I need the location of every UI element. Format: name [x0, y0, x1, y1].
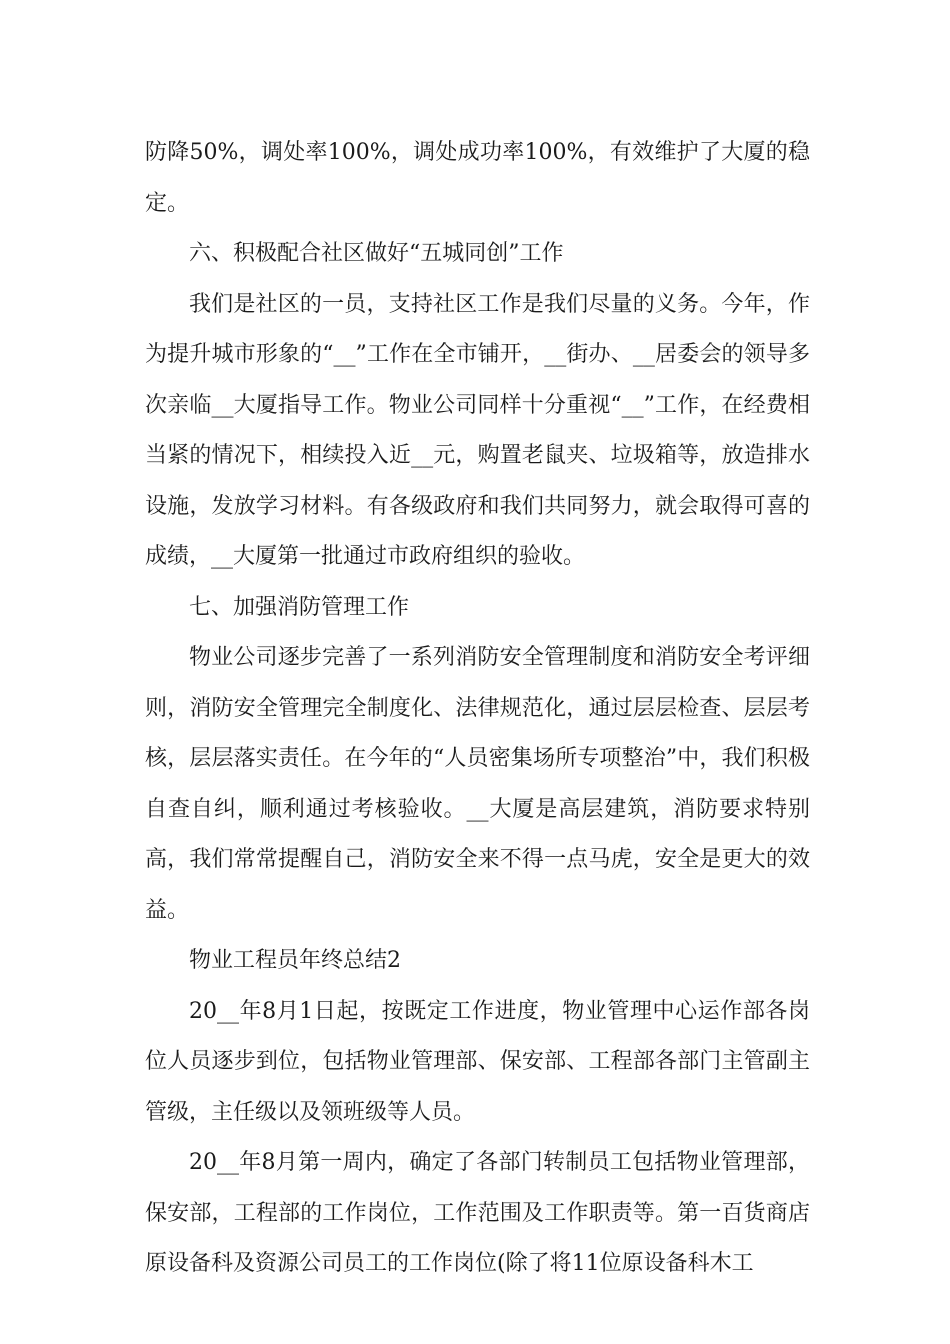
paragraph-fire-safety: 物业公司逐步完善了一系列消防安全管理制度和消防安全考评细则，消防安全管理完全制度化、法律规范化，通过层层检查、层层考核，层层落实责任。在今年的“人员密集场所专项整治”中，我们积极自查自纠，顺利通过考核验收。__大厦是高层建筑，消防要求特别高，我们常常提醒自己，消防安全来不得一点马虎，安全是更大的效益。 [145, 645, 810, 923]
paragraph-community-work: 我们是社区的一员，支持社区工作是我们尽量的义务。今年，作为提升城市形象的“__”工作在全市铺开，__街办、__居委会的领导多次亲临__大厦指导工作。物业公司同样十分重视“__”工作，在经费相当紧的情况下，相续投入近__元，购置老鼠夹、垃圾箱等，放造排水设施，发放学习材料。有各级政府和我们共同努力，就会取得可喜的成绩，__大厦第一批通过市政府组织的验收。 [145, 291, 810, 569]
section-heading-six: 六、积极配合社区做好“五城同创”工作 [189, 241, 564, 266]
paragraph-august-first-week: 20__年8月第一周内，确定了各部门转制员工包括物业管理部，保安部，工程部的工作岗位，工作范围及工作职责等。第一百货商店原设备科及资源公司员工的工作岗位(除了将11位原设备科木工 [145, 1150, 810, 1276]
paragraph-august-first: 20__年8月1日起，按既定工作进度，物业管理中心运作部各岗位人员逐步到位，包括物业管理部、保安部、工程部各部门主管副主管级，主任级以及领班级等人员。 [145, 998, 810, 1125]
paragraph-continuation: 防降50%，调处率100%，调处成功率100%，有效维护了大厦的稳定。 [145, 140, 810, 216]
section-heading-seven: 七、加强消防管理工作 [189, 594, 410, 620]
document-body [145, 128, 810, 1290]
document-subtitle: 物业工程员年终总结2 [189, 948, 401, 973]
